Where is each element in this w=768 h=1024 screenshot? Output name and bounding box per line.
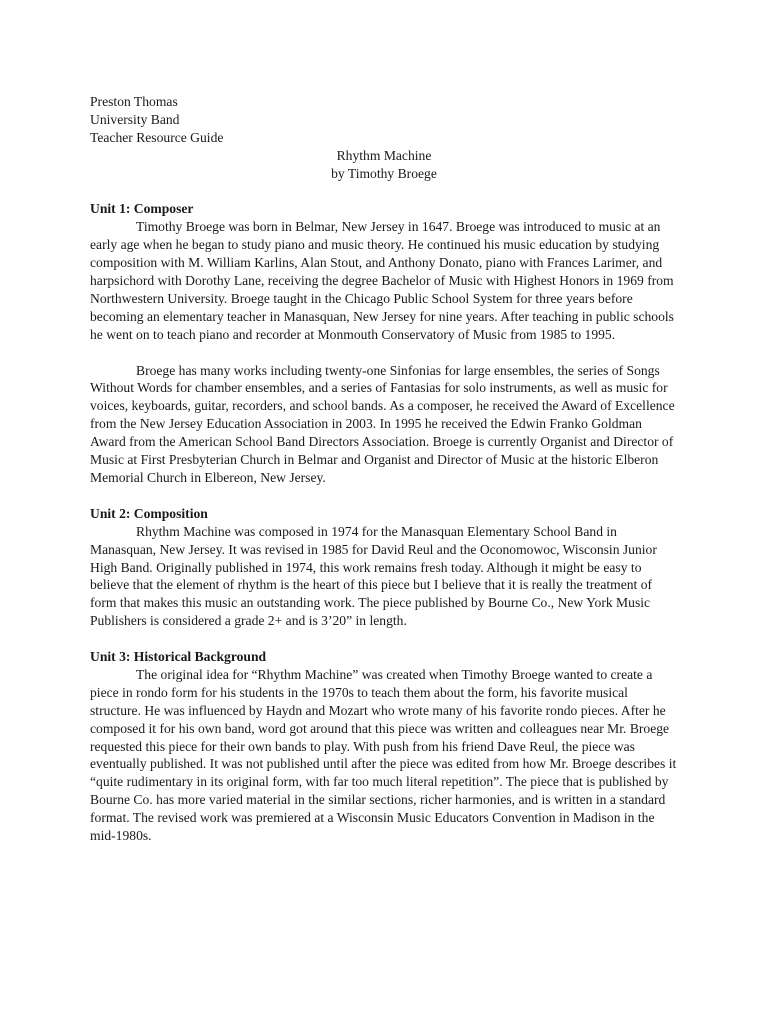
- unit-2-heading: Unit 2: Composition: [90, 505, 208, 521]
- unit-1-heading: Unit 1: Composer: [90, 201, 194, 217]
- document-page: [90, 93, 678, 845]
- unit-1-section: [90, 200, 678, 486]
- unit-3-heading: Unit 3: Historical Background: [90, 649, 267, 665]
- unit-2-section: [90, 505, 678, 630]
- unit-3-section: [90, 648, 678, 845]
- unit-2-paragraph-1: Rhythm Machine was composed in 1974 for the Manasquan Elementary School Band in Manasquan, New Jersey. It was revised in 1985 for David Reul and the Oconomowoc, Wisconsin Junior High Band. Originally published in 1974, this work remains fresh today. Although it might be easy to believe that the element of rhythm is the heart of this piece but I believe that it is really the treatment of form that makes this music an outstanding work. The piece published by Bourne Co., New York Music Publishers is considered a grade 2+ and is 3’20” in length.: [90, 523, 657, 629]
- author-name: Preston Thomas: [90, 94, 178, 109]
- guide-title: Teacher Resource Guide: [90, 129, 224, 145]
- unit-3-paragraph-1: The original idea for “Rhythm Machine” was created when Timothy Broege wanted to create a piece in rondo form for his students in the 1970s to teach them about the form, his favorite musical structure. He was influenced by Haydn and Mozart who wrote many of his favorite rondo pieces. After he composed it for his own band, word got around that this piece was written and colleagues near Mr. Broege requested this piece for their own bands to play. With push from his friend Dave Reul, the piece was eventually published. It was not published until after the piece was edited from how Mr. Broege describes it “quite rudimentary in its original form, with far too much literal repetition”. The piece that is published by Bourne Co. has more varied material in the similar sections, richer harmonies, and is written in a standard format. The revised work was premiered at a Wisconsin Music Educators Convention in Madison in the mid-1980s.: [90, 666, 677, 844]
- band-name: University Band: [90, 111, 180, 127]
- unit-1-paragraph-2: Broege has many works including twenty-one Sinfonias for large ensembles, the series of Songs Without Words for chamber ensembles, and a series of Fantasias for solo instruments, as well as music for voices, keyboards, guitar, recorders, and school bands. As a composer, he received the Award of Excellence from the New Jersey Education Association in 2003. In 1995 he received the Edwin Franko Goldman Award from the American School Band Directors Association. Broege is currently Organist and Director of Music at First Presbyterian Church in Belmar and Organist and Director of Music at the historic Elberon Memorial Church in Elbereon, New Jersey.: [90, 362, 675, 485]
- unit-1-paragraph-1: Timothy Broege was born in Belmar, New Jersey in 1647. Broege was introduced to music at an early age when he began to study piano and music theory. He continued his music education by studying composition with M. William Karlins, Alan Stout, and Anthony Donato, piano with Frances Larimer, and harpsichord with Dorothy Lane, receiving the degree Bachelor of Music with Highest Honors in 1969 from Northwestern University. Broege taught in the Chicago Public School System for three years before becoming an elementary teacher in Manasquan, New Jersey for nine years. After teaching in public schools he went on to teach piano and recorder at Monmouth Conservatory of Music from 1985 to 1995.: [90, 219, 674, 342]
- piece-byline: by Timothy Broege: [331, 165, 437, 181]
- piece-title: Rhythm Machine: [336, 147, 432, 163]
